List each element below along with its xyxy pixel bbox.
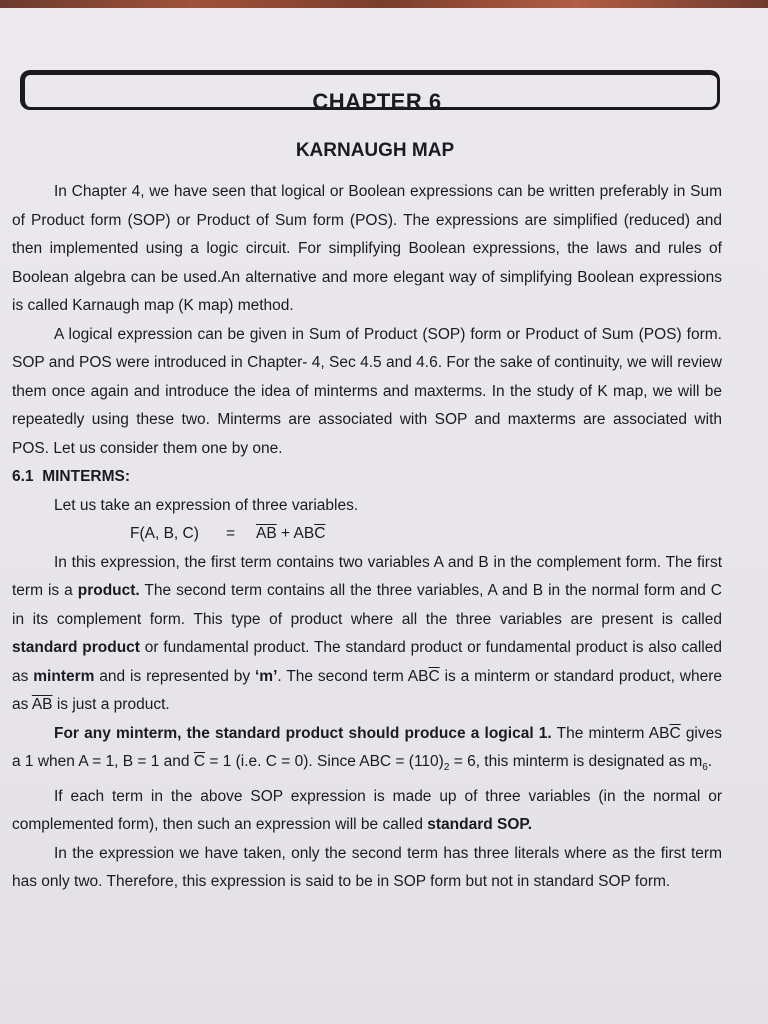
section-heading bbox=[12, 463, 722, 492]
formula-equals: = bbox=[226, 525, 236, 542]
formula-plus: + AB bbox=[281, 525, 315, 542]
body-text bbox=[12, 178, 722, 897]
minterms-intro: Let us take an expression of three variables. bbox=[54, 496, 359, 514]
paragraph-logical-one: For any minterm, the standard product should produce a logical 1. The minterm $AB\overline{C}$ gives a 1 when A = 1, B = 1 and $\overline{C} = 1$ (i.e. C = 0). Since ABC = $(110)_2 = 6$, this minterm is designated as $m_6$. bbox=[12, 724, 723, 774]
page-top-edge bbox=[0, 0, 768, 8]
formula-line bbox=[12, 520, 722, 549]
section-number: 6.1 bbox=[12, 468, 34, 485]
chapter-banner bbox=[20, 70, 720, 114]
formula-term1: $\overline{AB}$ bbox=[256, 525, 277, 542]
paragraph-product: In this expression, the first term contains two variables A and B in the complement form. The first term is a product. The second term contains all the three variables, A and B in the normal form and C in its complement form. This type of product where all the three variables are present is called standard product or fundamental product. The standard product or fundamental product is also called as minterm and is represented by ‘m’. The second term $AB\overline{C}$ is a minterm or standard product, where as $\overline{AB}$ is just a product. bbox=[12, 553, 722, 713]
section-title: MINTERMS: bbox=[42, 468, 131, 485]
chapter-label: CHAPTER 6 bbox=[312, 89, 442, 114]
formula-c-bar: $\overline{C}$ bbox=[314, 525, 326, 542]
paragraph-conclusion: In the expression we have taken, only the second term has three literals where as the first term has only two. Therefore, this expression is said to be in SOP form but not in standard SOP form. bbox=[12, 844, 722, 891]
paragraph-intro: In Chapter 4, we have seen that logical or Boolean expressions can be written preferably in Sum of Product form (SOP) or Product of Sum form (POS). The expressions are simplified (reduced) and then implemented using a logic circuit. For simplifying Boolean expressions, the laws and rules of Boolean algebra can be used.An alternative and more elegant way of simplifying Boolean expressions is called Karnaugh map (K map) method. bbox=[12, 183, 722, 314]
chapter-title: KARNAUGH MAP bbox=[295, 140, 455, 161]
formula-lhs: F(A, B, C) bbox=[130, 525, 199, 542]
paragraph-standard-sop: If each term in the above SOP expression is made up of three variables (in the normal or complemented form), then such an expression will be called standard SOP. bbox=[12, 787, 722, 834]
paragraph-sop-pos: A logical expression can be given in Sum of Product (SOP) form or Product of Sum (POS) form. SOP and POS were introduced in Chapter- 4, Sec 4.5 and 4.6. For the sake of continuity, we will review them once again and introduce the idea of minterms and maxterms. In the study of K map, we will be repeatedly using these two. Minterms are associated with SOP and maxterms are associated with POS. Let us consider them one by one. bbox=[12, 325, 722, 457]
